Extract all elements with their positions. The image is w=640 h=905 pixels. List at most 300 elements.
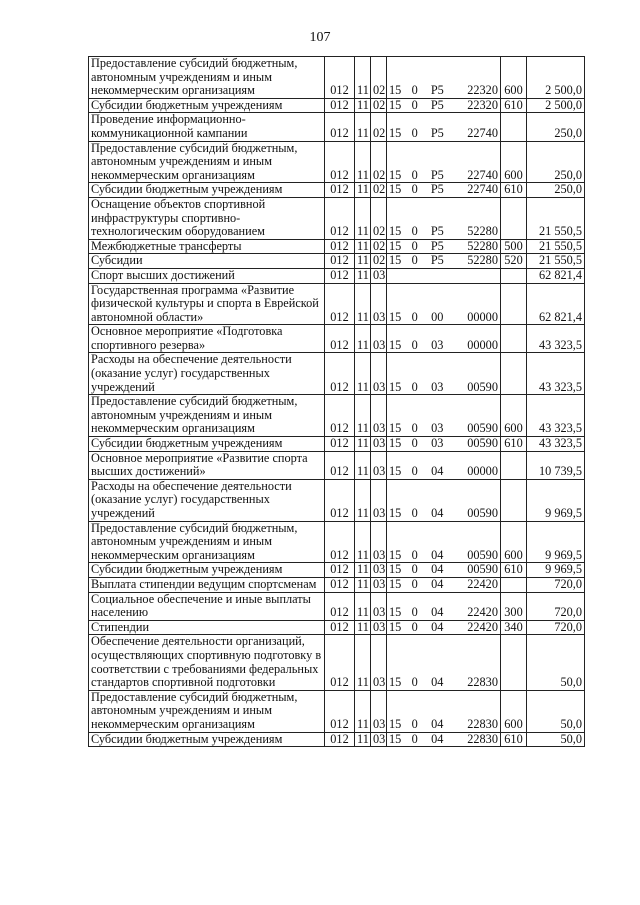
target-article-part: 0 [411, 620, 418, 634]
row-section: 11 [355, 57, 371, 99]
target-article-part: P5 [430, 98, 444, 112]
row-expense-type [501, 197, 527, 239]
target-article-code [389, 169, 498, 183]
row-expense-type [501, 325, 527, 353]
row-expense-type: 600 [501, 57, 527, 99]
row-amount: 21 550,5 [527, 197, 585, 239]
target-article-part: P5 [430, 125, 444, 140]
row-target-article [387, 732, 501, 747]
row-target-article [387, 98, 501, 113]
row-target-article [387, 283, 501, 325]
row-name: Межбюджетные трансферты [89, 239, 325, 254]
target-article-part: 04 [431, 562, 444, 577]
row-name: Предоставление субсидий бюджетным, автономным учреждениям и иным некоммерческим организациям [89, 690, 325, 732]
row-amount: 50,0 [527, 635, 585, 690]
row-target-article [387, 563, 501, 578]
target-article-code [389, 225, 498, 239]
target-article-part: 04 [431, 464, 444, 479]
target-article-part: 15 [389, 379, 402, 394]
target-article-code [389, 381, 498, 395]
row-expense-type: 600 [501, 141, 527, 183]
row-amount: 62 821,4 [527, 268, 585, 283]
row-expense-type [501, 283, 527, 325]
row-section: 11 [355, 283, 371, 325]
table-row [89, 353, 585, 395]
row-target-article [387, 113, 501, 141]
row-grbs: 012 [325, 690, 355, 732]
row-section: 11 [355, 635, 371, 690]
target-article-part: 0 [411, 464, 418, 479]
row-name: Государственная программа «Развитие физической культуры и спорта в Еврейской автономной области» [89, 283, 325, 325]
row-name: Спорт высших достижений [89, 268, 325, 283]
table-row [89, 141, 585, 183]
table-row [89, 98, 585, 113]
table-row [89, 395, 585, 437]
row-subsection: 02 [371, 113, 387, 141]
target-article-part: 04 [431, 605, 444, 620]
target-article-part: P5 [430, 83, 444, 98]
target-article-part: 0 [411, 182, 418, 197]
row-amount: 250,0 [527, 183, 585, 198]
target-article-code [389, 311, 498, 325]
row-grbs: 012 [325, 592, 355, 620]
row-name: Предоставление субсидий бюджетным, автономным учреждениям и иным некоммерческим организациям [89, 395, 325, 437]
row-name: Субсидии бюджетным учреждениям [89, 732, 325, 747]
row-target-article [387, 620, 501, 635]
target-article-part: 22420 [467, 605, 498, 620]
table-row [89, 635, 585, 690]
target-article-part: 0 [411, 732, 418, 746]
row-subsection: 03 [371, 563, 387, 578]
target-article-part: 15 [389, 182, 402, 197]
target-article-part: P5 [430, 239, 444, 253]
row-name: Субсидии [89, 254, 325, 269]
row-target-article [387, 577, 501, 592]
target-article-part: 00590 [467, 506, 498, 520]
row-amount: 2 500,0 [527, 57, 585, 99]
row-grbs: 012 [325, 479, 355, 521]
target-article-part: 15 [389, 83, 402, 98]
table-row [89, 254, 585, 269]
row-amount: 720,0 [527, 620, 585, 635]
row-name: Предоставление субсидий бюджетным, автономным учреждениям и иным некоммерческим организациям [89, 141, 325, 183]
row-target-article [387, 239, 501, 254]
target-article-part: 15 [389, 167, 402, 182]
table-row [89, 183, 585, 198]
row-section: 11 [355, 268, 371, 283]
target-article-part: 0 [411, 675, 418, 690]
row-section: 11 [355, 479, 371, 521]
target-article-code [389, 84, 498, 98]
target-article-code [389, 718, 498, 732]
table-row [89, 592, 585, 620]
row-section: 11 [355, 592, 371, 620]
table-row [89, 325, 585, 353]
row-name: Стипендии [89, 620, 325, 635]
row-section: 11 [355, 577, 371, 592]
target-article-part: 0 [411, 125, 418, 140]
target-article-part: 15 [389, 253, 402, 268]
target-article-part: 15 [389, 605, 402, 620]
table-row [89, 577, 585, 592]
target-article-part: 15 [389, 309, 402, 324]
table-row [89, 451, 585, 479]
target-article-part: P5 [430, 182, 444, 197]
row-subsection: 02 [371, 183, 387, 198]
target-article-part: 15 [389, 732, 402, 746]
row-name: Субсидии бюджетным учреждениям [89, 437, 325, 452]
row-expense-type [501, 353, 527, 395]
target-article-part: 03 [431, 379, 444, 394]
target-article-code [389, 240, 498, 254]
row-section: 11 [355, 239, 371, 254]
target-article-part: 22830 [467, 675, 498, 690]
row-target-article [387, 690, 501, 732]
row-subsection: 03 [371, 325, 387, 353]
target-article-part: 04 [431, 547, 444, 562]
row-grbs: 012 [325, 395, 355, 437]
row-grbs: 012 [325, 325, 355, 353]
target-article-part: 15 [389, 675, 402, 690]
row-section: 11 [355, 437, 371, 452]
table-row [89, 620, 585, 635]
row-expense-type: 610 [501, 183, 527, 198]
target-article-part: 0 [411, 337, 418, 352]
row-name: Обеспечение деятельности организаций, осуществляющих спортивную подготовку в соответствии с требованиями федеральных стандартов спортивной подготовки [89, 635, 325, 690]
row-grbs: 012 [325, 620, 355, 635]
row-section: 11 [355, 395, 371, 437]
row-amount: 10 739,5 [527, 451, 585, 479]
row-grbs: 012 [325, 197, 355, 239]
row-amount: 2 500,0 [527, 98, 585, 113]
target-article-code [389, 606, 498, 620]
row-name: Выплата стипендии ведущим спортсменам [89, 577, 325, 592]
target-article-part: 0 [411, 98, 418, 112]
row-section: 11 [355, 325, 371, 353]
target-article-code [389, 254, 498, 268]
row-target-article [387, 592, 501, 620]
row-subsection: 03 [371, 521, 387, 563]
row-section: 11 [355, 254, 371, 269]
row-name: Субсидии бюджетным учреждениям [89, 98, 325, 113]
row-grbs: 012 [325, 635, 355, 690]
row-grbs: 012 [325, 141, 355, 183]
row-name: Основное мероприятие «Подготовка спортивного резерва» [89, 325, 325, 353]
target-article-part: 0 [411, 605, 418, 620]
target-article-part: 04 [431, 732, 444, 746]
row-expense-type [501, 451, 527, 479]
target-article-part: 52280 [467, 239, 498, 253]
row-section: 11 [355, 690, 371, 732]
target-article-part: 22420 [467, 577, 498, 591]
target-article-part: 15 [389, 562, 402, 577]
row-section: 11 [355, 732, 371, 747]
table-row [89, 521, 585, 563]
target-article-part: 52280 [467, 253, 498, 268]
target-article-part: 0 [411, 577, 418, 591]
row-section: 11 [355, 353, 371, 395]
target-article-code [389, 422, 498, 436]
row-target-article [387, 325, 501, 353]
target-article-code [389, 437, 498, 451]
target-article-part: 22740 [467, 167, 498, 182]
budget-table-body [89, 57, 585, 747]
row-section: 11 [355, 451, 371, 479]
target-article-part: 00000 [467, 337, 498, 352]
row-amount: 720,0 [527, 577, 585, 592]
row-target-article [387, 183, 501, 198]
row-amount: 9 969,5 [527, 479, 585, 521]
row-subsection: 03 [371, 620, 387, 635]
target-article-code [389, 549, 498, 563]
target-article-part: 15 [389, 125, 402, 140]
target-article-part: P5 [430, 167, 444, 182]
row-name: Расходы на обеспечение деятельности (оказание услуг) государственных учреждений [89, 353, 325, 395]
target-article-part: 00590 [467, 547, 498, 562]
row-amount: 43 323,5 [527, 353, 585, 395]
target-article-part: 0 [411, 562, 418, 577]
row-grbs: 012 [325, 254, 355, 269]
row-name: Проведение информационно-коммуникационной кампании [89, 113, 325, 141]
target-article-part: 15 [389, 436, 402, 451]
target-article-part: 00000 [467, 309, 498, 324]
target-article-part: 00000 [467, 464, 498, 479]
row-subsection: 03 [371, 395, 387, 437]
table-row [89, 57, 585, 99]
target-article-part: 00 [431, 309, 444, 324]
target-article-part: 22320 [467, 98, 498, 112]
row-grbs: 012 [325, 563, 355, 578]
row-expense-type: 610 [501, 437, 527, 452]
table-row [89, 563, 585, 578]
target-article-part: 04 [431, 620, 444, 634]
row-grbs: 012 [325, 183, 355, 198]
row-expense-type [501, 577, 527, 592]
row-target-article [387, 268, 501, 283]
row-name: Расходы на обеспечение деятельности (оказание услуг) государственных учреждений [89, 479, 325, 521]
row-amount: 21 550,5 [527, 254, 585, 269]
row-subsection: 02 [371, 239, 387, 254]
table-row [89, 690, 585, 732]
target-article-part: 15 [389, 547, 402, 562]
row-grbs: 012 [325, 98, 355, 113]
row-grbs: 012 [325, 353, 355, 395]
target-article-code [389, 127, 498, 141]
row-target-article [387, 353, 501, 395]
target-article-part: 22320 [467, 83, 498, 98]
target-article-part: 0 [411, 224, 418, 239]
row-expense-type [501, 268, 527, 283]
row-expense-type: 610 [501, 563, 527, 578]
row-subsection: 02 [371, 141, 387, 183]
target-article-code [389, 733, 498, 747]
row-expense-type: 610 [501, 732, 527, 747]
row-subsection: 03 [371, 451, 387, 479]
row-subsection: 02 [371, 57, 387, 99]
target-article-part: 22420 [467, 620, 498, 634]
target-article-part: 52280 [467, 224, 498, 239]
row-grbs: 012 [325, 437, 355, 452]
target-article-part: 03 [431, 436, 444, 451]
row-target-article [387, 451, 501, 479]
target-article-part: 0 [411, 547, 418, 562]
row-target-article [387, 437, 501, 452]
row-grbs: 012 [325, 268, 355, 283]
target-article-part: 15 [389, 224, 402, 239]
target-article-part: 15 [389, 620, 402, 634]
row-expense-type: 340 [501, 620, 527, 635]
row-subsection: 02 [371, 197, 387, 239]
row-expense-type [501, 113, 527, 141]
row-name: Предоставление субсидий бюджетным, автономным учреждениям и иным некоммерческим организациям [89, 521, 325, 563]
row-subsection: 03 [371, 577, 387, 592]
target-article-part: 0 [411, 506, 418, 520]
row-amount: 62 821,4 [527, 283, 585, 325]
row-section: 11 [355, 113, 371, 141]
target-article-part: 15 [389, 506, 402, 520]
row-section: 11 [355, 521, 371, 563]
target-article-part: 0 [411, 421, 418, 436]
row-name: Предоставление субсидий бюджетным, автономным учреждениям и иным некоммерческим организациям [89, 57, 325, 99]
row-subsection: 03 [371, 635, 387, 690]
row-section: 11 [355, 98, 371, 113]
row-expense-type [501, 635, 527, 690]
row-grbs: 012 [325, 577, 355, 592]
row-amount: 9 969,5 [527, 521, 585, 563]
target-article-part: 0 [411, 253, 418, 268]
table-row [89, 268, 585, 283]
row-target-article [387, 197, 501, 239]
target-article-code [389, 621, 498, 635]
row-amount: 250,0 [527, 113, 585, 141]
table-row [89, 283, 585, 325]
row-subsection: 03 [371, 732, 387, 747]
row-target-article [387, 395, 501, 437]
target-article-code [389, 339, 498, 353]
row-expense-type: 520 [501, 254, 527, 269]
row-amount: 50,0 [527, 732, 585, 747]
table-row [89, 479, 585, 521]
table-row [89, 113, 585, 141]
row-grbs: 012 [325, 57, 355, 99]
row-target-article [387, 635, 501, 690]
target-article-code [389, 563, 498, 577]
row-expense-type [501, 479, 527, 521]
target-article-part: 15 [389, 716, 402, 731]
target-article-part: 0 [411, 716, 418, 731]
target-article-part: 00590 [467, 562, 498, 577]
target-article-code [389, 507, 498, 521]
target-article-part: 15 [389, 577, 402, 591]
row-subsection: 03 [371, 437, 387, 452]
row-target-article [387, 479, 501, 521]
target-article-part: 03 [431, 421, 444, 436]
row-grbs: 012 [325, 239, 355, 254]
target-article-part: 0 [411, 83, 418, 98]
row-grbs: 012 [325, 451, 355, 479]
target-article-part: 0 [411, 309, 418, 324]
target-article-part: 04 [431, 716, 444, 731]
row-amount: 720,0 [527, 592, 585, 620]
row-grbs: 012 [325, 521, 355, 563]
row-section: 11 [355, 197, 371, 239]
row-expense-type: 600 [501, 521, 527, 563]
target-article-part: 15 [389, 239, 402, 253]
target-article-part: 0 [411, 167, 418, 182]
target-article-part: 22830 [467, 716, 498, 731]
target-article-code [389, 183, 498, 197]
target-article-part: 22740 [467, 125, 498, 140]
row-amount: 250,0 [527, 141, 585, 183]
row-name: Основное мероприятие «Развитие спорта высших достижений» [89, 451, 325, 479]
row-name: Субсидии бюджетным учреждениям [89, 563, 325, 578]
row-section: 11 [355, 141, 371, 183]
row-name: Оснащение объектов спортивной инфраструктуры спортивно-технологическим оборудованием [89, 197, 325, 239]
target-article-part: 0 [411, 436, 418, 451]
table-row [89, 197, 585, 239]
table-row [89, 239, 585, 254]
target-article-part: 15 [389, 98, 402, 112]
row-subsection: 03 [371, 268, 387, 283]
budget-table [88, 56, 585, 747]
row-target-article [387, 521, 501, 563]
row-expense-type: 300 [501, 592, 527, 620]
row-expense-type: 600 [501, 395, 527, 437]
row-amount: 43 323,5 [527, 395, 585, 437]
row-grbs: 012 [325, 113, 355, 141]
target-article-part: 03 [431, 337, 444, 352]
target-article-code [389, 99, 498, 113]
row-name: Социальное обеспечение и иные выплаты населению [89, 592, 325, 620]
row-subsection: 03 [371, 690, 387, 732]
row-amount: 21 550,5 [527, 239, 585, 254]
row-amount: 43 323,5 [527, 437, 585, 452]
row-amount: 9 969,5 [527, 563, 585, 578]
row-grbs: 012 [325, 732, 355, 747]
target-article-code [389, 465, 498, 479]
target-article-code [389, 676, 498, 690]
target-article-part: 15 [389, 337, 402, 352]
row-subsection: 03 [371, 353, 387, 395]
row-amount: 50,0 [527, 690, 585, 732]
target-article-part: 04 [431, 506, 444, 520]
table-row [89, 732, 585, 747]
target-article-part: 00590 [467, 379, 498, 394]
target-article-code [389, 578, 498, 592]
target-article-part: 22830 [467, 732, 498, 746]
target-article-part: 0 [411, 239, 418, 253]
row-subsection: 02 [371, 98, 387, 113]
target-article-part: 0 [411, 379, 418, 394]
target-article-part: P5 [430, 253, 444, 268]
row-expense-type: 500 [501, 239, 527, 254]
row-section: 11 [355, 620, 371, 635]
target-article-part: 04 [431, 577, 444, 591]
target-article-part: 00590 [467, 421, 498, 436]
row-name: Субсидии бюджетным учреждениям [89, 183, 325, 198]
row-grbs: 012 [325, 283, 355, 325]
row-target-article [387, 141, 501, 183]
target-article-part: 04 [431, 675, 444, 690]
row-subsection: 03 [371, 592, 387, 620]
row-subsection: 03 [371, 283, 387, 325]
target-article-part: 00590 [467, 436, 498, 451]
target-article-part: P5 [430, 224, 444, 239]
row-target-article [387, 57, 501, 99]
row-subsection: 02 [371, 254, 387, 269]
row-expense-type: 610 [501, 98, 527, 113]
row-amount: 43 323,5 [527, 325, 585, 353]
